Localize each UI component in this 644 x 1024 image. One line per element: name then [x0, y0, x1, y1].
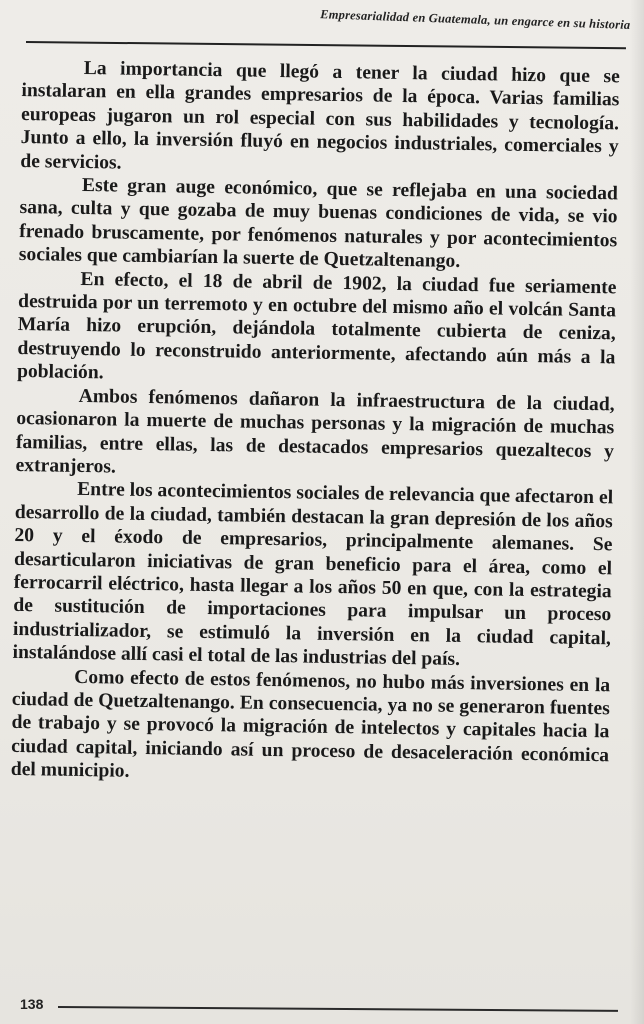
paragraph-5: Entre los acontecimientos sociales de relevancia que afectaron el desarrollo de la ciudad, también destacan la gran depresión de los años 20 y el éxodo de empresarios, principalmente alemanes. Se desarticularon iniciativas de gran beneficio para el área, como el ferrocarril eléctrico, hasta llegar a los años 50 en que, con la estrategia de sustitución de importaciones para impulsar un proceso industrializador, se estimuló la inversión en la ciudad capital, instalándose allí casi el total de las industrias del país. — [12, 479, 614, 671]
body-text — [11, 56, 620, 791]
paragraph-4: Ambos fenómenos dañaron la infraestructura de la ciudad, ocasionaron la muerte de muchas personas y la migración de muchas familias, entre ellas, las de destacados empresarios quezaltecos y extranjeros. — [15, 385, 615, 478]
running-head: Empresarialidad en Guatemala, un engarce en su historia — [319, 7, 631, 32]
footer-rule — [58, 1006, 618, 1012]
page-edge-shadow — [630, 0, 644, 1024]
paragraph-2: Este gran auge económico, que se reflejaba en una sociedad sana, culta y que gozaba de muy buenas condiciones de vida, se vio frenado bruscamente, por fenómenos naturales y por acontecimientos sociales que cambiarían la suerte de Quetzaltenango. — [18, 174, 619, 273]
paragraph-3: En efecto, el 18 de abril de 1902, la ciudad fue seriamente destruida por un terremoto y en octubre del mismo año el volcán Santa María hizo erupción, dejándola totalmente cubierta de ceniza, destruyendo lo reconstruido anteriormente, afectando aún más a la población. — [16, 268, 617, 384]
paragraph-6: Como efecto de estos fenómenos, no hubo más inversiones en la ciudad de Quetzaltenango. En consecuencia, ya no se generaron fuentes de trabajo y se provocó la migración de intelectos y capitales hacia la ciudad capital, iniciando así un proceso de desaceleración económica del municipio. — [10, 666, 611, 782]
page-number: 138 — [20, 996, 44, 1012]
paragraph-1: La importancia que llegó a tener la ciudad hizo que se instalaran en ella grandes empresarios de la época. Varias familias europeas jugaron un rol especial con sus habilidades y tecnología. Junto a ello, la inversión fluyó en negocios industriales, comerciales y de servicios. — [20, 57, 620, 174]
header-rule — [26, 41, 626, 49]
